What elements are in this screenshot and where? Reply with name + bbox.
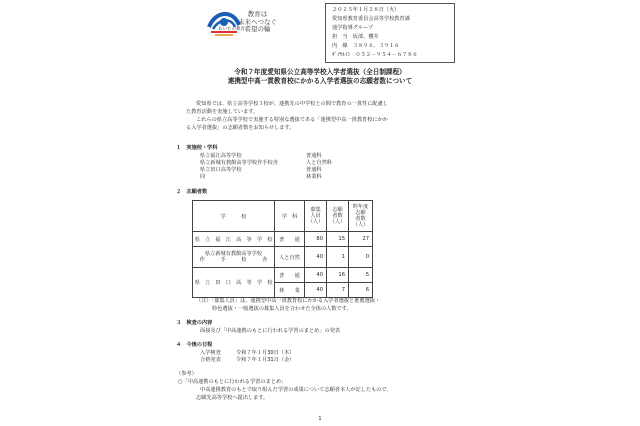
school3-name: 県立田口高等学校 xyxy=(200,167,242,173)
schedule-result-label: 合格発表 xyxy=(200,357,221,363)
school2-dept: 人と自然科 xyxy=(306,160,332,166)
letterhead-box xyxy=(325,3,455,63)
section1-heading: １ 実施校・学科 xyxy=(176,145,218,151)
section3-body: 面接及び「中高連携のもとに行われる学習のまとめ」の発表 xyxy=(200,328,341,334)
cell-prev: 0 xyxy=(349,247,373,268)
table-row xyxy=(193,268,373,283)
header-quota: 募集 人員 （人） xyxy=(305,201,327,232)
schedule-exam-label: 入学検査 xyxy=(200,350,221,356)
school3-dept: 普通科 xyxy=(306,167,322,173)
section4-heading: ４ 今後の日程 xyxy=(176,342,213,348)
table-note-line2: 特色選抜・一般選抜の募集人員を合わせた全体の人数です。 xyxy=(212,306,352,312)
page-title-line1: 令和７年度愛知県公立高等学校入学者選抜（全日制課程） xyxy=(234,68,406,76)
intro-p2b: る入学者選抜」の志願者数をお知らせします。 xyxy=(186,125,295,131)
schedule-exam-date: 令和７年１月30日（木） xyxy=(236,350,295,356)
school1-dept: 普通科 xyxy=(306,153,322,159)
header-prev-year: 昨年度 志願 者数 （人） xyxy=(349,201,373,232)
header-school: 学 校 xyxy=(193,201,275,232)
cell-school: 県 立 田 口 高 等 学 校 xyxy=(193,268,275,298)
slogan-line2: 未来へつなぐ xyxy=(238,17,277,26)
section2-heading: ２ 志願者数 xyxy=(176,189,208,195)
letterhead-group: 通学指導グループ xyxy=(332,25,374,31)
letterhead-org: 愛知県教育委員会高等学校教育課 xyxy=(332,16,410,22)
letterhead-date: ２０２５年１月２８日（火） xyxy=(332,7,400,13)
cell-quota: 80 xyxy=(305,232,327,247)
table-row xyxy=(193,232,373,247)
cell-prev: 6 xyxy=(349,283,373,298)
cell-quota: 40 xyxy=(305,247,327,268)
cell-quota: 40 xyxy=(305,268,327,283)
cell-applicants: 15 xyxy=(327,232,349,247)
school4-name: 同 xyxy=(200,174,206,180)
reference-body2: 志願先高等学校へ提出します。 xyxy=(196,395,269,401)
table-row xyxy=(193,247,373,268)
page-title-line2: 連携型中高一貫教育校にかかる入学者選抜の志願者数について xyxy=(227,77,413,85)
reference-body1: 中高連携教育のもとで取り組んだ学習の成果について志願者本人が記したもので、 xyxy=(200,387,392,393)
table-note-line1: （注）「募集人員」は、連携型中高一貫教育校にかかる入学者選抜と推薦選抜・ xyxy=(196,298,381,304)
letterhead-staff: 担 当 坂部、櫻井 xyxy=(332,34,379,40)
school4-dept: 林業科 xyxy=(306,174,322,180)
school2-name: 県立新城有教館高等学校作手校舎 xyxy=(200,160,278,166)
header-applicants: 志願 者数 （人） xyxy=(327,201,349,232)
cell-applicants: 16 xyxy=(327,268,349,283)
logo-tagline: あいちの教育 xyxy=(218,27,245,32)
intro-p1b: た教育活動を実施しています。 xyxy=(186,109,259,115)
cell-dept: 普 通 xyxy=(275,268,305,283)
cell-school: 県 立 福 江 高 等 学 校 xyxy=(193,232,275,247)
cell-dept: 普 通 xyxy=(275,232,305,247)
section3-heading: ３ 検査の内容 xyxy=(176,320,213,326)
logo-slogan xyxy=(238,11,277,34)
applicants-table xyxy=(192,200,373,298)
cell-quota: 40 xyxy=(305,283,327,298)
school1-name: 県立福江高等学校 xyxy=(200,153,242,159)
schedule-result-date: 令和７年１月31日（金） xyxy=(236,357,295,363)
cell-applicants: 7 xyxy=(327,283,349,298)
letterhead-dial: ﾀﾞｲﾔﾙｲﾝ ０５２－９５４－６７８６ xyxy=(332,52,418,58)
reference-item: ○「中高連携のもとに行われる学習のまとめ」 xyxy=(178,379,287,385)
intro-p2a: これらの県立高等学校で実施する特別な選抜である「連携型中高一貫教育校にかか xyxy=(196,117,388,123)
slogan-line1: 教育は xyxy=(247,10,268,18)
header-dept: 学 科 xyxy=(275,201,305,232)
cell-prev: 5 xyxy=(349,268,373,283)
cell-school: 県立新城有教館高等学校 作 手 校 舎 xyxy=(193,247,275,268)
reference-heading: （参考） xyxy=(176,371,197,377)
cell-dept: 林 業 xyxy=(275,283,305,298)
cell-prev: 27 xyxy=(349,232,373,247)
letterhead-ext: 内 線 ３８９６、３９１６ xyxy=(332,43,400,49)
page-number: 1 xyxy=(318,416,322,422)
table-header-row xyxy=(193,201,373,232)
cell-dept: 人と自然 xyxy=(275,247,305,268)
cell-applicants: 1 xyxy=(327,247,349,268)
intro-p1a: 愛知県では、県立高等学校３校が、連携先の中学校との間で教育の一貫性に配慮し xyxy=(196,101,388,107)
slogan-line3: 希望の輪 xyxy=(244,25,271,33)
